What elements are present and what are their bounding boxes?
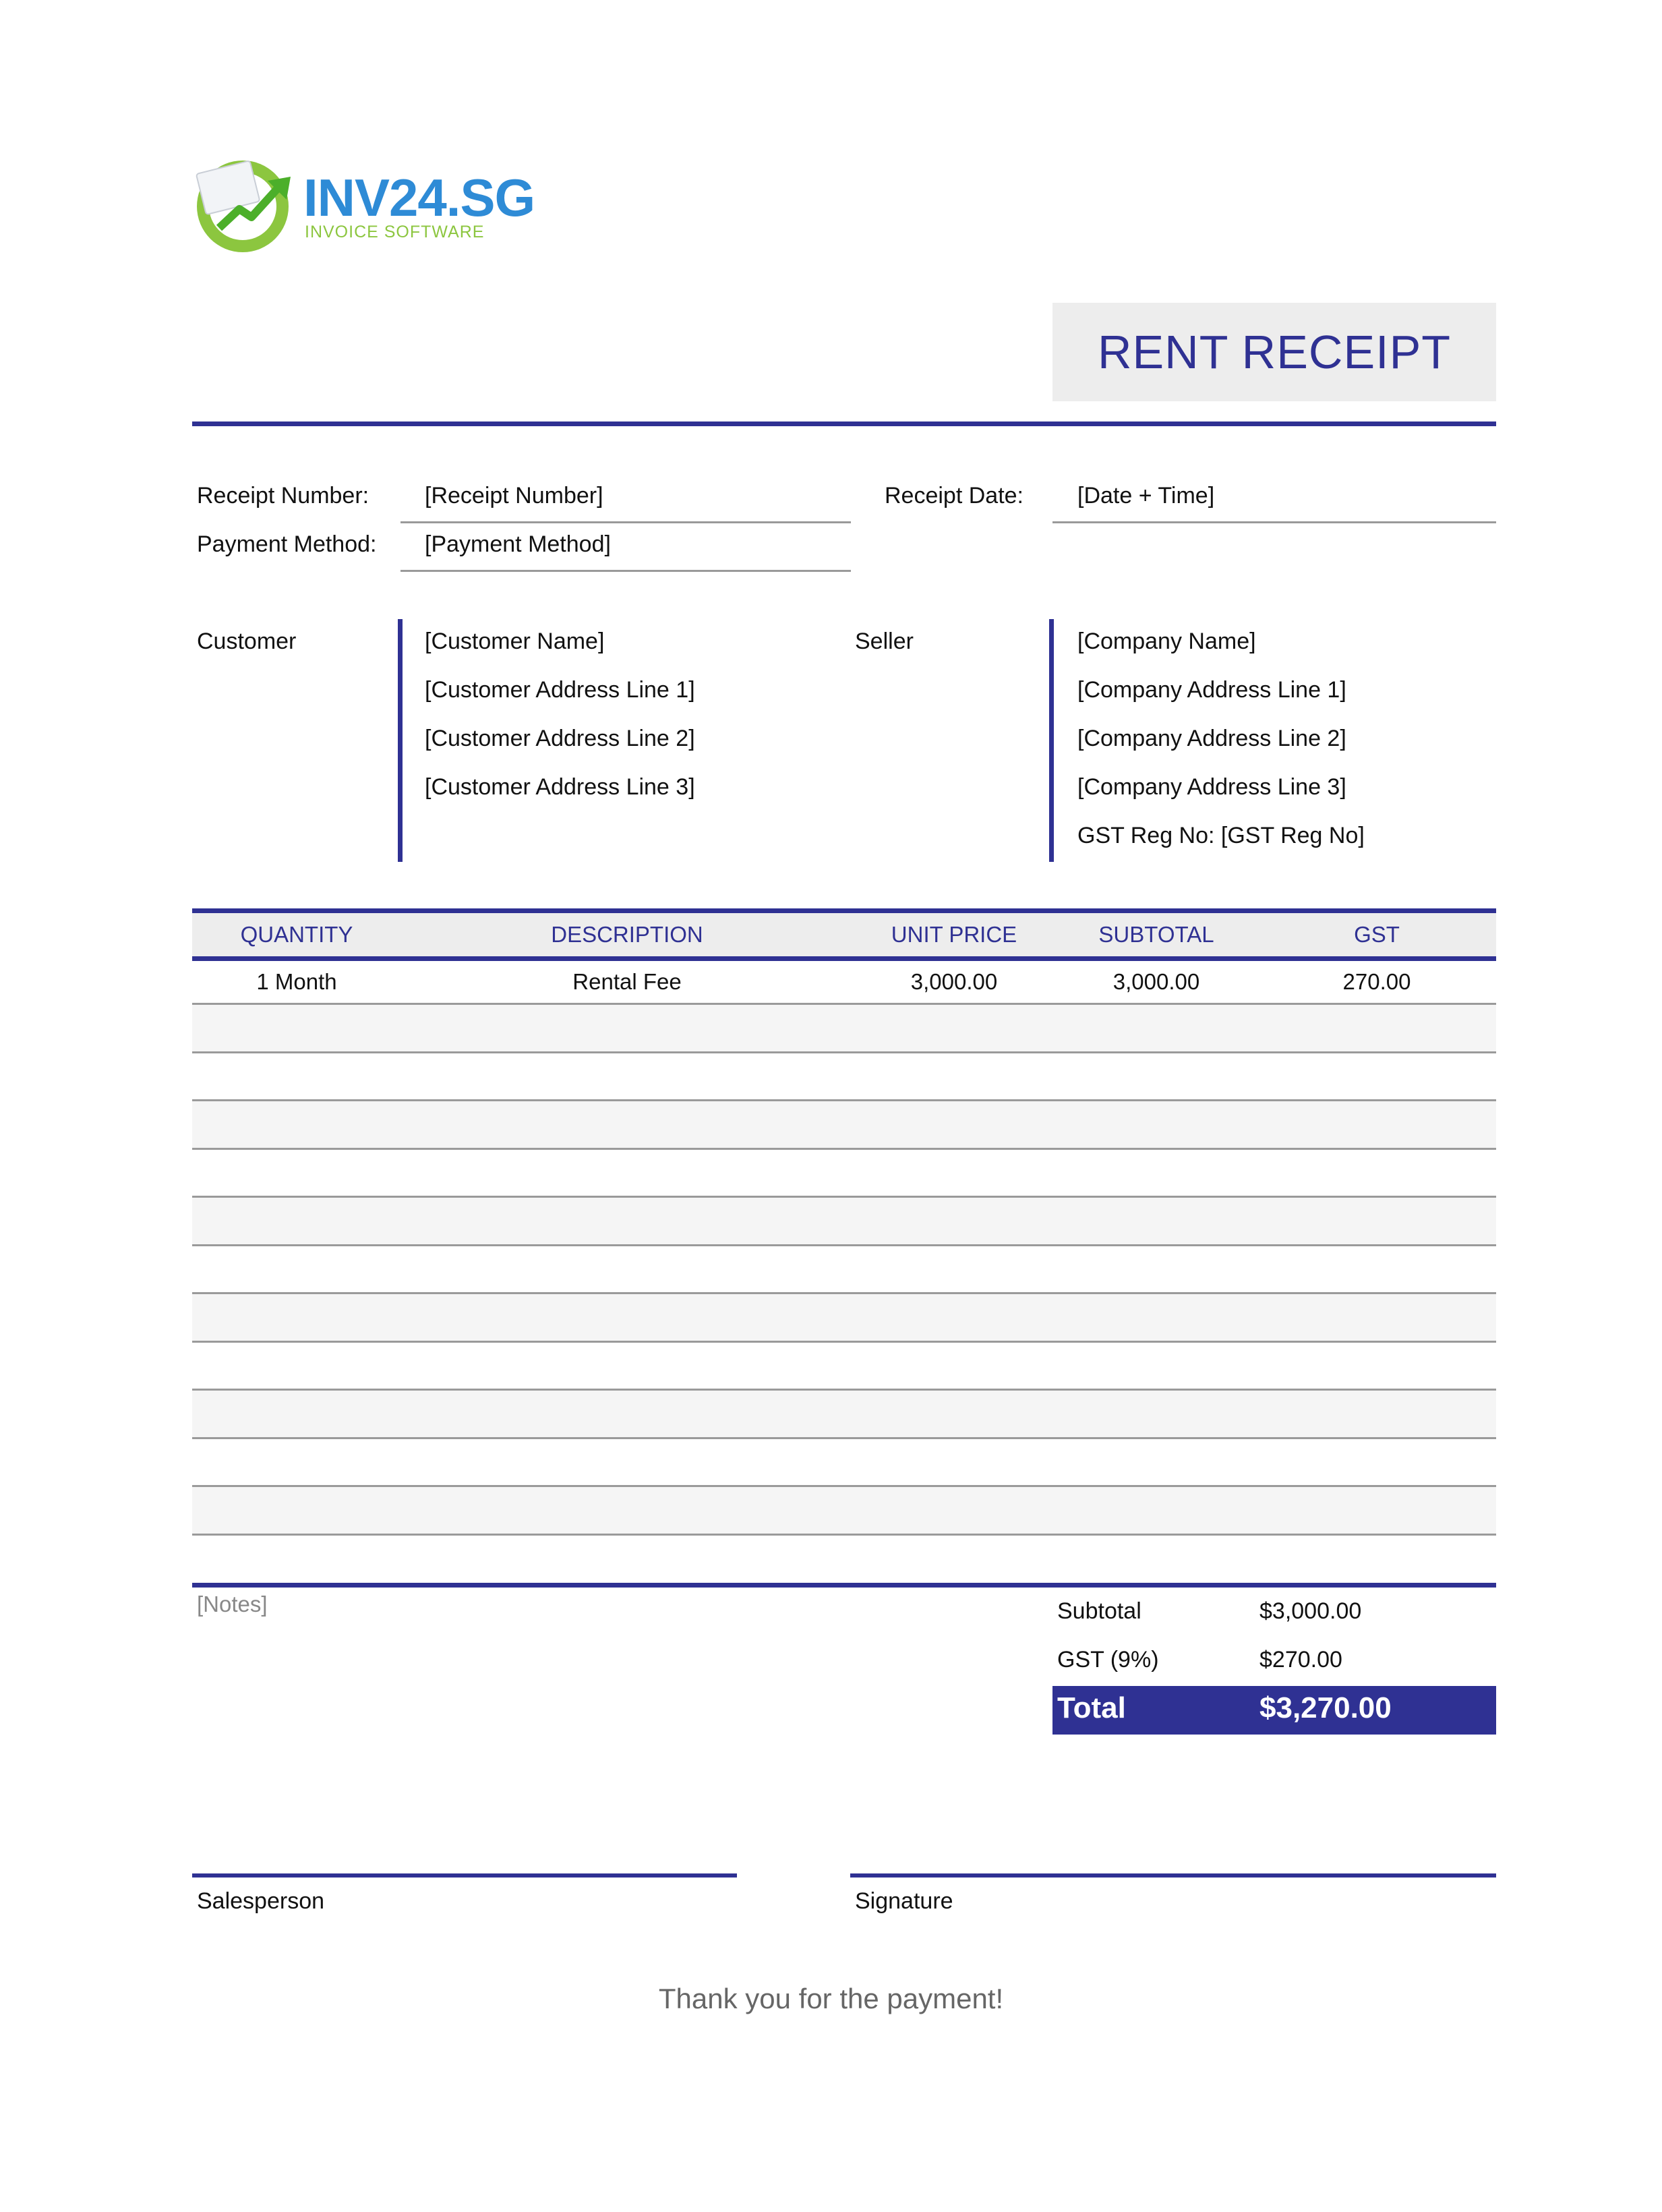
row-separator (192, 1292, 1496, 1294)
gst-label: GST (9%) (1057, 1647, 1159, 1672)
subtotal-label: Subtotal (1057, 1598, 1141, 1624)
customer-name: [Customer Name] (425, 629, 605, 654)
company-address-line: [Company Address Line 2] (1077, 726, 1346, 751)
company-address-line: [Company Address Line 3] (1077, 774, 1346, 800)
total-label: Total (1057, 1691, 1126, 1724)
salesperson-line (192, 1873, 737, 1878)
row-separator (192, 1244, 1496, 1246)
seller-divider (1049, 619, 1054, 862)
customer-address-line: [Customer Address Line 3] (425, 774, 695, 800)
row-separator (192, 1389, 1496, 1391)
payment-method-underline (400, 570, 851, 572)
col-header-description: DESCRIPTION (551, 922, 703, 947)
receipt-date-value: [Date + Time] (1077, 483, 1215, 508)
brand-tagline: INVOICE SOFTWARE (305, 223, 485, 241)
table-row (192, 1486, 1496, 1534)
row-separator (192, 1341, 1496, 1343)
col-header-gst: GST (1354, 922, 1400, 947)
salesperson-label: Salesperson (197, 1888, 325, 1914)
payment-method-label: Payment Method: (197, 531, 377, 557)
customer-label: Customer (197, 629, 297, 654)
receipt-number-underline (400, 521, 851, 523)
customer-divider (398, 619, 403, 862)
payment-method-value: [Payment Method] (425, 531, 611, 557)
receipt-date-underline (1052, 521, 1496, 523)
brand-name: INV24.SG (303, 168, 535, 227)
customer-address-line: [Customer Address Line 1] (425, 677, 695, 703)
row-separator (192, 1003, 1496, 1005)
table-row (192, 1293, 1496, 1341)
header-divider (192, 421, 1496, 426)
row-separator (192, 1099, 1496, 1101)
thank-you-message: Thank you for the payment! (658, 1983, 1004, 2014)
cell-subtotal: 3,000.00 (1112, 969, 1200, 994)
col-header-quantity: QUANTITY (240, 922, 353, 947)
total-value: $3,270.00 (1259, 1691, 1392, 1724)
row-separator (192, 1485, 1496, 1487)
row-separator (192, 1051, 1496, 1053)
receipt-number-label: Receipt Number: (197, 483, 369, 508)
customer-address-line: [Customer Address Line 2] (425, 726, 695, 751)
row-separator (192, 1148, 1496, 1150)
signature-label: Signature (855, 1888, 953, 1914)
gst-reg-no: GST Reg No: [GST Reg No] (1077, 823, 1365, 848)
totals-rule (192, 1583, 1496, 1588)
company-address-line: [Company Address Line 1] (1077, 677, 1346, 703)
cell-quantity: 1 Month (256, 969, 337, 994)
receipt-number-value: [Receipt Number] (425, 483, 603, 508)
row-separator (192, 1437, 1496, 1439)
table-top-rule (192, 908, 1496, 913)
logo-icon (192, 154, 307, 255)
col-header-unit-price: UNIT PRICE (891, 922, 1017, 947)
notes: [Notes] (197, 1592, 268, 1617)
company-name: [Company Name] (1077, 629, 1256, 654)
page-title: RENT RECEIPT (1097, 326, 1452, 378)
receipt-date-label: Receipt Date: (885, 483, 1023, 508)
signature-line (850, 1873, 1496, 1878)
col-header-subtotal: SUBTOTAL (1098, 922, 1214, 947)
gst-value: $270.00 (1259, 1647, 1342, 1672)
row-separator (192, 1534, 1496, 1536)
cell-gst: 270.00 (1342, 969, 1411, 994)
cell-description: Rental Fee (572, 969, 682, 994)
table-row (192, 1390, 1496, 1438)
row-separator (192, 1196, 1496, 1198)
subtotal-value: $3,000.00 (1259, 1598, 1362, 1624)
table-header-rule (192, 956, 1496, 961)
table-row (192, 1197, 1496, 1245)
seller-label: Seller (855, 629, 914, 654)
table-row (192, 1101, 1496, 1148)
table-row (192, 1004, 1496, 1052)
cell-unit-price: 3,000.00 (910, 969, 998, 994)
